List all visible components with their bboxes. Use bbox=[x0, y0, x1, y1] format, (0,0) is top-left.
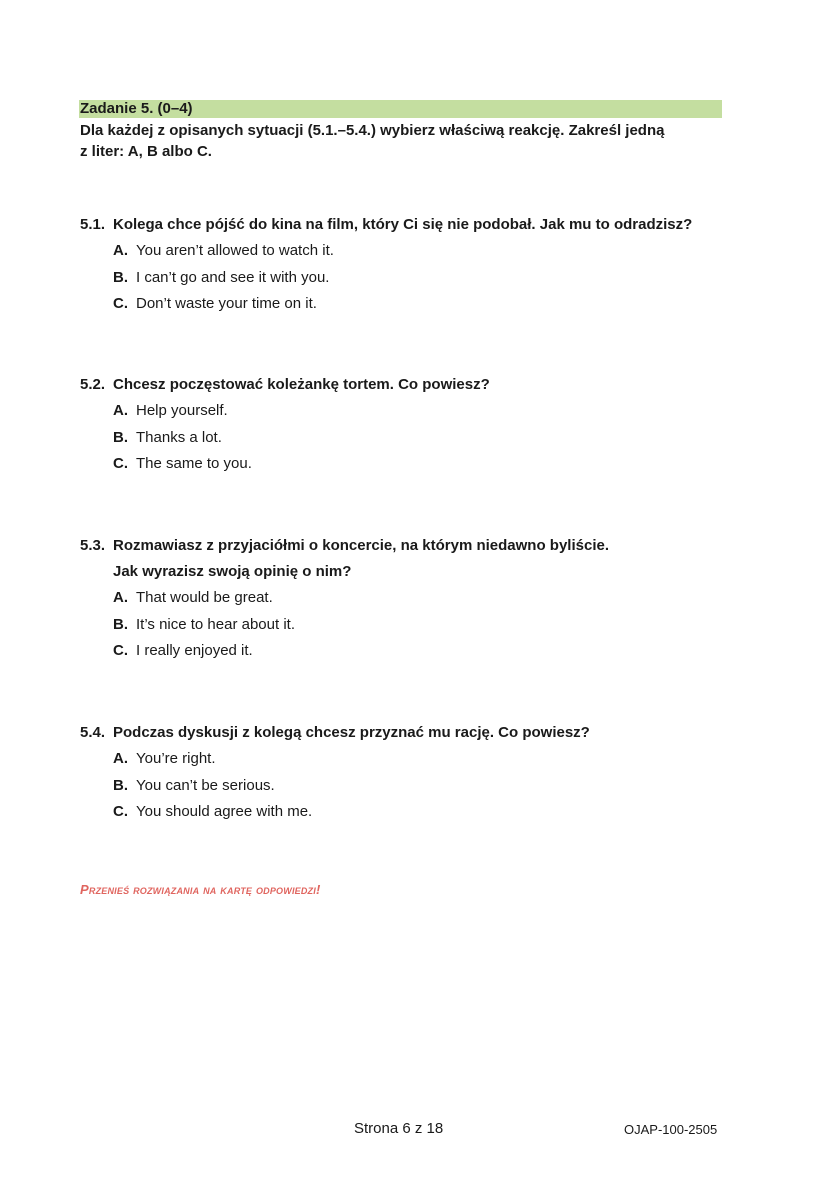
question-text: Podczas dyskusji z kolegą chcesz przyznać mu rację. Co powiesz? bbox=[113, 724, 590, 741]
transfer-note: Przenieś rozwiązania na kartę odpowiedzi! bbox=[80, 882, 321, 897]
option-text: Don’t waste your time on it. bbox=[136, 295, 317, 313]
option-text: That would be great. bbox=[136, 589, 273, 606]
option-text: Help yourself. bbox=[136, 402, 228, 419]
option-text: I really enjoyed it. bbox=[136, 642, 253, 660]
option-letter: A. bbox=[113, 589, 128, 606]
option-letter: B. bbox=[113, 268, 128, 286]
option-c[interactable] bbox=[80, 799, 740, 826]
instruction-line-2: z liter: A, B albo C. bbox=[80, 143, 212, 160]
option-text: Thanks a lot. bbox=[136, 428, 222, 446]
page-number: Strona 6 z 18 bbox=[354, 1120, 444, 1137]
option-a[interactable] bbox=[80, 585, 740, 612]
question-number: 5.1. bbox=[80, 216, 106, 233]
instruction-line-1: Dla każdej z opisanych sytuacji (5.1.–5.4.) wybierz właściwą reakcję. Zakreśl jedną bbox=[80, 122, 665, 139]
question-5-4 bbox=[80, 720, 740, 826]
option-text: You’re right. bbox=[136, 750, 216, 767]
option-letter: A. bbox=[113, 750, 128, 767]
question-number: 5.3. bbox=[80, 537, 106, 554]
option-a[interactable] bbox=[80, 746, 740, 773]
option-c[interactable] bbox=[80, 291, 740, 318]
question-text: Kolega chce pójść do kina na film, który Ci się nie podobał. Jak mu to odradzisz? bbox=[113, 216, 693, 233]
question-text: Rozmawiasz z przyjaciółmi o koncercie, na którym niedawno byliście. bbox=[113, 537, 609, 554]
option-a[interactable] bbox=[80, 398, 740, 425]
option-text: You should agree with me. bbox=[136, 803, 313, 821]
option-text: The same to you. bbox=[136, 455, 252, 473]
task-title: Zadanie 5. (0–4) bbox=[80, 100, 193, 117]
option-b[interactable] bbox=[80, 425, 740, 452]
option-letter: C. bbox=[113, 803, 128, 821]
task-instruction bbox=[80, 120, 720, 162]
option-text: It’s nice to hear about it. bbox=[136, 615, 295, 633]
option-b[interactable] bbox=[80, 612, 740, 639]
option-letter: B. bbox=[113, 615, 128, 633]
option-text: I can’t go and see it with you. bbox=[136, 268, 330, 286]
option-c[interactable] bbox=[80, 638, 740, 665]
question-5-2 bbox=[80, 372, 740, 478]
question-5-3 bbox=[80, 533, 740, 665]
option-c[interactable] bbox=[80, 451, 740, 478]
option-b[interactable] bbox=[80, 773, 740, 800]
option-letter: C. bbox=[113, 642, 128, 660]
option-text: You can’t be serious. bbox=[136, 776, 275, 794]
question-text-continued: Jak wyrazisz swoją opinię o nim? bbox=[113, 563, 352, 580]
question-number: 5.4. bbox=[80, 724, 106, 741]
question-number: 5.2. bbox=[80, 376, 106, 393]
option-letter: A. bbox=[113, 402, 128, 419]
option-letter: A. bbox=[113, 242, 128, 259]
option-a[interactable] bbox=[80, 238, 740, 265]
option-text: You aren’t allowed to watch it. bbox=[136, 242, 334, 259]
question-text: Chcesz poczęstować koleżankę tortem. Co powiesz? bbox=[113, 376, 490, 393]
option-letter: C. bbox=[113, 455, 128, 473]
option-letter: C. bbox=[113, 295, 128, 313]
option-letter: B. bbox=[113, 428, 128, 446]
question-5-1 bbox=[80, 212, 740, 318]
exam-code: OJAP-100-2505 bbox=[624, 1122, 718, 1137]
task-header bbox=[79, 100, 722, 118]
option-b[interactable] bbox=[80, 265, 740, 292]
option-letter: B. bbox=[113, 776, 128, 794]
